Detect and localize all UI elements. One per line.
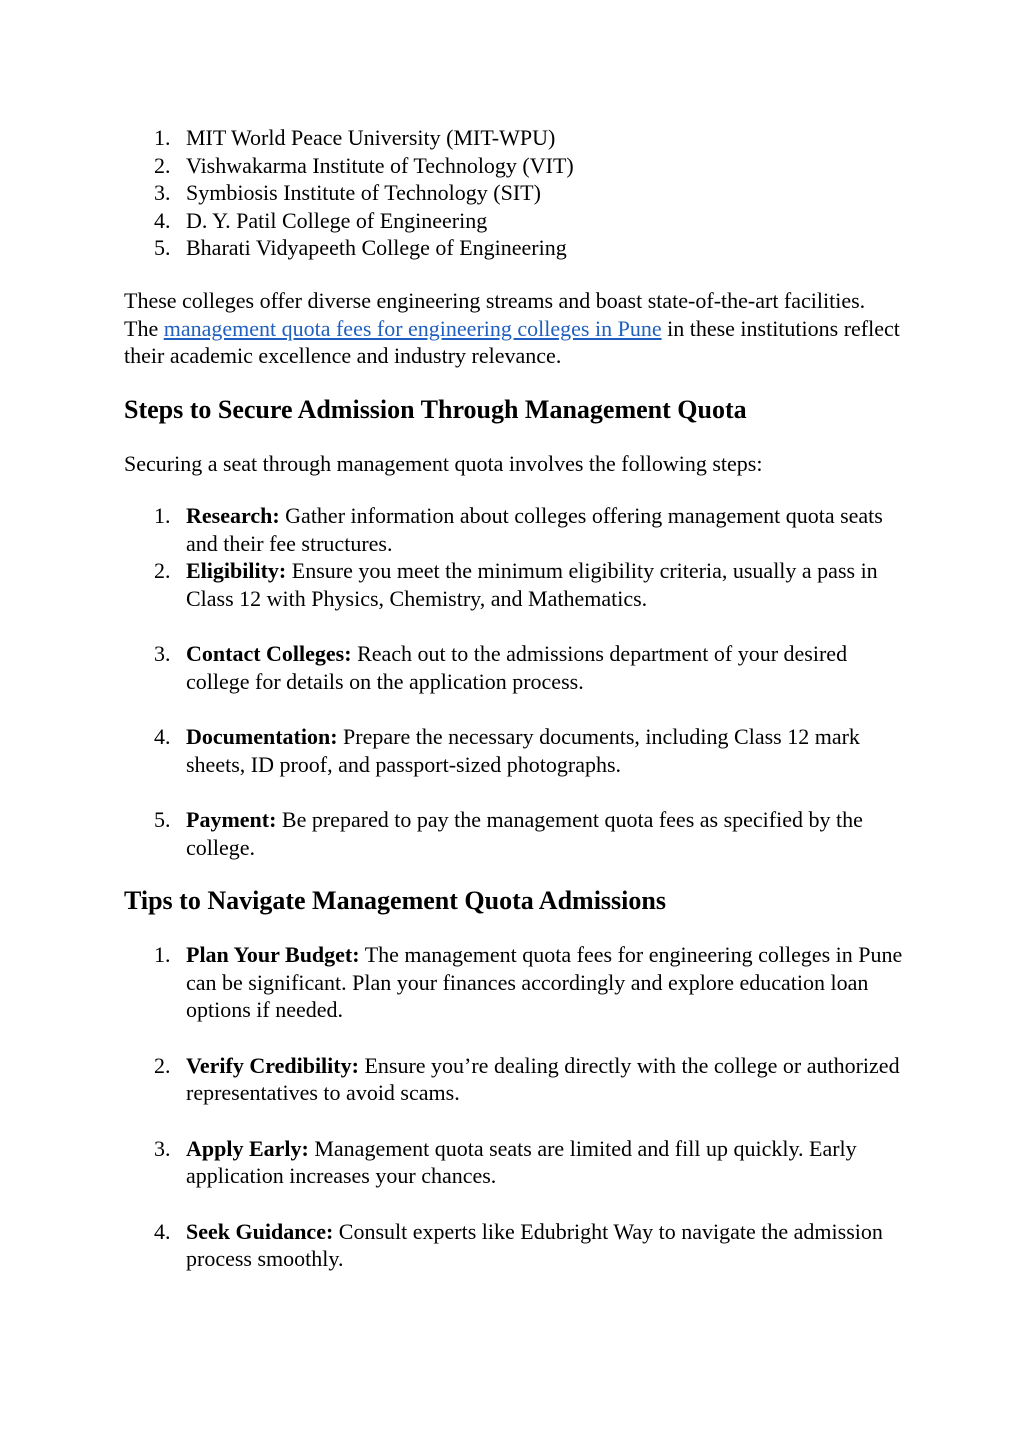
- tips-heading: Tips to Navigate Management Quota Admissions: [124, 886, 666, 915]
- step-text: Ensure you meet the minimum eligibility criteria, usually a pass in Class 12 with Physics, Chemistry, and Mathematics.: [186, 558, 878, 611]
- tip-text: Consult experts like Edubright Way to navigate the admission process smoothly.: [186, 1218, 883, 1271]
- tip-item: [124, 1135, 904, 1190]
- tip-text: Ensure you’re dealing directly with the college or authorized representatives to avoid scams.: [186, 1052, 900, 1105]
- list-number: 4.: [154, 1218, 171, 1244]
- steps-list: [124, 502, 904, 861]
- college-name: D. Y. Patil College of Engineering: [186, 207, 488, 233]
- tip-text: Management quota seats are limited and fill up quickly. Early application increases your chances.: [186, 1135, 857, 1188]
- step-item: [124, 502, 904, 557]
- list-number: 3.: [154, 180, 171, 205]
- step-text: Gather information about colleges offering management quota seats and their fee structures.: [186, 503, 883, 556]
- tip-label: Plan Your Budget:: [186, 942, 360, 967]
- tip-label: Seek Guidance:: [186, 1218, 334, 1244]
- list-item: [124, 179, 904, 207]
- colleges-list: [124, 124, 904, 262]
- step-label: Research:: [186, 503, 280, 528]
- step-item: [124, 640, 904, 695]
- step-item: [124, 723, 904, 778]
- list-number: 4.: [154, 207, 171, 233]
- tips-list: [124, 941, 904, 1273]
- list-number: 4.: [154, 724, 171, 749]
- step-label: Documentation:: [186, 724, 338, 749]
- college-name: Bharati Vidyapeeth College of Engineering: [186, 235, 567, 260]
- management-quota-fees-link[interactable]: management quota fees for engineering colleges in Pune: [163, 315, 662, 341]
- paragraph-text: in these institutions reflect their academic excellence and industry relevance.: [124, 315, 900, 368]
- step-label: Contact Colleges:: [186, 641, 352, 666]
- tip-label: Apply Early:: [186, 1135, 309, 1161]
- step-text: Prepare the necessary documents, including Class 12 mark sheets, ID proof, and passport-sized photographs.: [186, 724, 860, 777]
- list-item: [124, 207, 904, 235]
- list-item: [124, 124, 904, 152]
- tip-label: Verify Credibility:: [186, 1052, 359, 1078]
- steps-intro: Securing a seat through management quota involves the following steps:: [124, 451, 763, 476]
- list-number: 3.: [154, 1135, 171, 1161]
- intro-paragraph: [124, 287, 904, 370]
- tip-text: The management quota fees for engineering colleges in Pune can be significant. Plan your finances accordingly and explore education loan options if needed.: [186, 942, 903, 1022]
- step-item: [124, 557, 904, 612]
- list-number: 2.: [154, 558, 171, 583]
- step-label: Payment:: [186, 807, 277, 832]
- college-name: Vishwakarma Institute of Technology (VIT): [186, 152, 574, 178]
- list-number: 2.: [154, 1052, 171, 1078]
- tip-item: [124, 1052, 904, 1107]
- step-text: Reach out to the admissions department of your desired college for details on the application process.: [186, 641, 848, 694]
- step-text: Be prepared to pay the management quota fees as specified by the college.: [186, 807, 863, 860]
- list-number: 1.: [154, 503, 171, 528]
- step-label: Eligibility:: [186, 558, 287, 583]
- college-name: Symbiosis Institute of Technology (SIT): [186, 180, 541, 205]
- list-number: 2.: [154, 152, 171, 178]
- list-number: 5.: [154, 807, 171, 832]
- tip-item: [124, 941, 904, 1024]
- tip-item: [124, 1218, 904, 1273]
- list-item: [124, 152, 904, 180]
- list-number: 1.: [154, 125, 171, 150]
- steps-heading: Steps to Secure Admission Through Management Quota: [124, 395, 747, 424]
- step-item: [124, 806, 904, 861]
- list-number: 5.: [154, 235, 171, 260]
- list-number: 1.: [154, 942, 171, 967]
- list-item: [124, 234, 904, 262]
- list-number: 3.: [154, 641, 171, 666]
- college-name: MIT World Peace University (MIT-WPU): [186, 125, 556, 150]
- paragraph-text: These colleges offer diverse engineering streams and boast state-of-the-art facilities. The: [124, 288, 866, 341]
